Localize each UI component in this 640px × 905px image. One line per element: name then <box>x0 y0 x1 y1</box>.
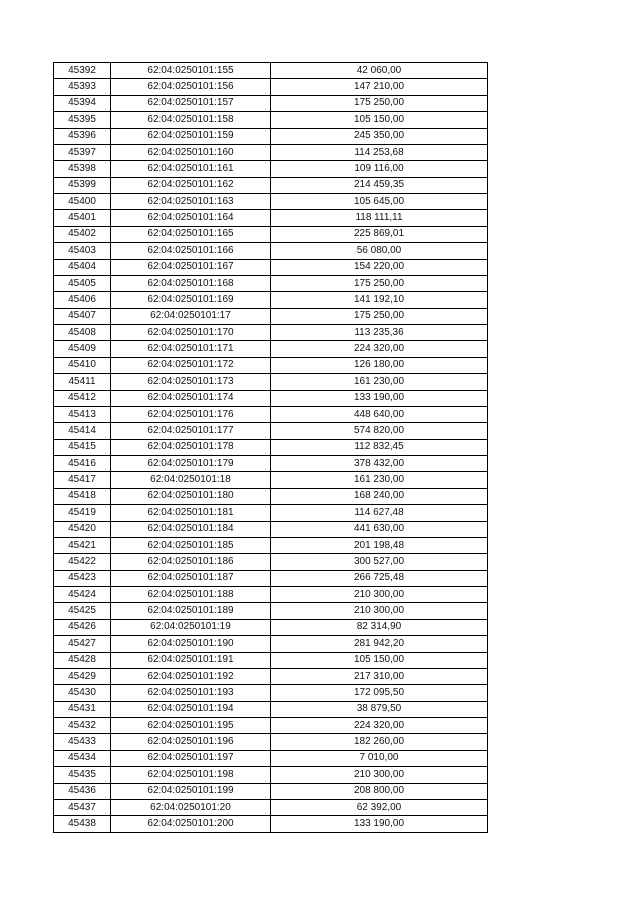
table-row <box>54 423 488 439</box>
table-row <box>54 374 488 390</box>
row-number-cell: 45396 <box>54 128 111 144</box>
cadastral-value-cell: 133 190,00 <box>271 816 488 832</box>
row-number-cell: 45435 <box>54 767 111 783</box>
table-row <box>54 488 488 504</box>
row-number-cell: 45427 <box>54 636 111 652</box>
cadastral-number-cell: 62:04:0250101:19 <box>111 619 271 635</box>
row-number-cell: 45421 <box>54 537 111 553</box>
table-row <box>54 357 488 373</box>
table-row <box>54 226 488 242</box>
table-row <box>54 194 488 210</box>
row-number-cell: 45405 <box>54 275 111 291</box>
cadastral-number-cell: 62:04:0250101:158 <box>111 112 271 128</box>
row-number-cell: 45434 <box>54 750 111 766</box>
table-row <box>54 308 488 324</box>
cadastral-number-cell: 62:04:0250101:198 <box>111 767 271 783</box>
cadastral-value-cell: 172 095,50 <box>271 685 488 701</box>
row-number-cell: 45430 <box>54 685 111 701</box>
row-number-cell: 45400 <box>54 194 111 210</box>
cadastral-value-cell: 105 150,00 <box>271 112 488 128</box>
row-number-cell: 45432 <box>54 718 111 734</box>
cadastral-value-cell: 448 640,00 <box>271 406 488 422</box>
cadastral-number-cell: 62:04:0250101:159 <box>111 128 271 144</box>
row-number-cell: 45416 <box>54 456 111 472</box>
cadastral-number-cell: 62:04:0250101:163 <box>111 194 271 210</box>
cadastral-value-cell: 224 320,00 <box>271 341 488 357</box>
row-number-cell: 45436 <box>54 783 111 799</box>
cadastral-value-cell: 214 459,35 <box>271 177 488 193</box>
row-number-cell: 45408 <box>54 325 111 341</box>
table-row <box>54 243 488 259</box>
row-number-cell: 45426 <box>54 619 111 635</box>
table-row <box>54 95 488 111</box>
table-row <box>54 783 488 799</box>
row-number-cell: 45438 <box>54 816 111 832</box>
cadastral-value-cell: 175 250,00 <box>271 95 488 111</box>
cadastral-number-cell: 62:04:0250101:184 <box>111 521 271 537</box>
row-number-cell: 45410 <box>54 357 111 373</box>
row-number-cell: 45414 <box>54 423 111 439</box>
table-row <box>54 292 488 308</box>
table-row <box>54 177 488 193</box>
cadastral-value-cell: 109 116,00 <box>271 161 488 177</box>
cadastral-number-cell: 62:04:0250101:162 <box>111 177 271 193</box>
table-row <box>54 668 488 684</box>
row-number-cell: 45401 <box>54 210 111 226</box>
cadastral-value-cell: 201 198,48 <box>271 537 488 553</box>
table-row <box>54 210 488 226</box>
cadastral-number-cell: 62:04:0250101:155 <box>111 63 271 79</box>
row-number-cell: 45402 <box>54 226 111 242</box>
cadastral-value-cell: 574 820,00 <box>271 423 488 439</box>
table-row <box>54 406 488 422</box>
row-number-cell: 45409 <box>54 341 111 357</box>
cadastral-number-cell: 62:04:0250101:164 <box>111 210 271 226</box>
row-number-cell: 45394 <box>54 95 111 111</box>
row-number-cell: 45433 <box>54 734 111 750</box>
cadastral-number-cell: 62:04:0250101:200 <box>111 816 271 832</box>
row-number-cell: 45404 <box>54 259 111 275</box>
row-number-cell: 45423 <box>54 570 111 586</box>
table-row <box>54 275 488 291</box>
table-body <box>54 63 488 833</box>
cadastral-number-cell: 62:04:0250101:17 <box>111 308 271 324</box>
cadastral-value-cell: 210 300,00 <box>271 767 488 783</box>
cadastral-number-cell: 62:04:0250101:176 <box>111 406 271 422</box>
row-number-cell: 45413 <box>54 406 111 422</box>
table-row <box>54 799 488 815</box>
row-number-cell: 45399 <box>54 177 111 193</box>
cadastral-value-cell: 62 392,00 <box>271 799 488 815</box>
cadastral-value-cell: 105 150,00 <box>271 652 488 668</box>
row-number-cell: 45417 <box>54 472 111 488</box>
table-row <box>54 456 488 472</box>
table-row <box>54 718 488 734</box>
cadastral-number-cell: 62:04:0250101:168 <box>111 275 271 291</box>
row-number-cell: 45407 <box>54 308 111 324</box>
row-number-cell: 45415 <box>54 439 111 455</box>
table-row <box>54 619 488 635</box>
cadastral-number-cell: 62:04:0250101:177 <box>111 423 271 439</box>
row-number-cell: 45397 <box>54 144 111 160</box>
cadastral-number-cell: 62:04:0250101:166 <box>111 243 271 259</box>
cadastral-value-cell: 224 320,00 <box>271 718 488 734</box>
row-number-cell: 45403 <box>54 243 111 259</box>
table-row <box>54 734 488 750</box>
table-row <box>54 390 488 406</box>
row-number-cell: 45412 <box>54 390 111 406</box>
cadastral-number-cell: 62:04:0250101:172 <box>111 357 271 373</box>
cadastral-number-cell: 62:04:0250101:170 <box>111 325 271 341</box>
cadastral-number-cell: 62:04:0250101:171 <box>111 341 271 357</box>
cadastral-value-cell: 441 630,00 <box>271 521 488 537</box>
table-row <box>54 816 488 832</box>
cadastral-value-cell: 7 010,00 <box>271 750 488 766</box>
cadastral-value-cell: 210 300,00 <box>271 603 488 619</box>
table-row <box>54 63 488 79</box>
table-row <box>54 750 488 766</box>
cadastral-number-cell: 62:04:0250101:167 <box>111 259 271 275</box>
cadastral-value-cell: 281 942,20 <box>271 636 488 652</box>
table-row <box>54 570 488 586</box>
cadastral-value-cell: 161 230,00 <box>271 374 488 390</box>
table-row <box>54 521 488 537</box>
cadastral-value-cell: 168 240,00 <box>271 488 488 504</box>
cadastral-number-cell: 62:04:0250101:197 <box>111 750 271 766</box>
cadastral-value-cell: 114 253,68 <box>271 144 488 160</box>
cadastral-number-cell: 62:04:0250101:191 <box>111 652 271 668</box>
row-number-cell: 45398 <box>54 161 111 177</box>
table-row <box>54 439 488 455</box>
cadastral-number-cell: 62:04:0250101:192 <box>111 668 271 684</box>
cadastral-value-cell: 105 645,00 <box>271 194 488 210</box>
row-number-cell: 45395 <box>54 112 111 128</box>
cadastral-value-cell: 118 111,11 <box>271 210 488 226</box>
table-row <box>54 636 488 652</box>
table-row <box>54 144 488 160</box>
table-row <box>54 259 488 275</box>
row-number-cell: 45392 <box>54 63 111 79</box>
cadastral-value-cell: 114 627,48 <box>271 505 488 521</box>
cadastral-number-cell: 62:04:0250101:189 <box>111 603 271 619</box>
cadastral-number-cell: 62:04:0250101:195 <box>111 718 271 734</box>
cadastral-value-cell: 300 527,00 <box>271 554 488 570</box>
cadastral-value-cell: 210 300,00 <box>271 587 488 603</box>
row-number-cell: 45431 <box>54 701 111 717</box>
cadastral-value-cell: 113 235,36 <box>271 325 488 341</box>
cadastral-value-cell: 175 250,00 <box>271 275 488 291</box>
cadastral-value-cell: 225 869,01 <box>271 226 488 242</box>
row-number-cell: 45406 <box>54 292 111 308</box>
cadastral-number-cell: 62:04:0250101:173 <box>111 374 271 390</box>
table-row <box>54 652 488 668</box>
cadastral-value-cell: 42 060,00 <box>271 63 488 79</box>
cadastral-value-cell: 112 832,45 <box>271 439 488 455</box>
row-number-cell: 45411 <box>54 374 111 390</box>
table-row <box>54 603 488 619</box>
table-row <box>54 325 488 341</box>
table-row <box>54 472 488 488</box>
row-number-cell: 45424 <box>54 587 111 603</box>
table-row <box>54 554 488 570</box>
table-row <box>54 112 488 128</box>
cadastral-number-cell: 62:04:0250101:188 <box>111 587 271 603</box>
cadastral-value-cell: 175 250,00 <box>271 308 488 324</box>
table-row <box>54 505 488 521</box>
cadastral-value-table <box>53 62 488 833</box>
cadastral-number-cell: 62:04:0250101:160 <box>111 144 271 160</box>
cadastral-value-cell: 217 310,00 <box>271 668 488 684</box>
cadastral-value-cell: 266 725,48 <box>271 570 488 586</box>
cadastral-value-cell: 82 314,90 <box>271 619 488 635</box>
row-number-cell: 45428 <box>54 652 111 668</box>
cadastral-value-cell: 208 800,00 <box>271 783 488 799</box>
table-row <box>54 341 488 357</box>
cadastral-number-cell: 62:04:0250101:179 <box>111 456 271 472</box>
cadastral-number-cell: 62:04:0250101:165 <box>111 226 271 242</box>
row-number-cell: 45425 <box>54 603 111 619</box>
cadastral-value-cell: 56 080,00 <box>271 243 488 259</box>
cadastral-number-cell: 62:04:0250101:178 <box>111 439 271 455</box>
table-row <box>54 79 488 95</box>
cadastral-number-cell: 62:04:0250101:185 <box>111 537 271 553</box>
cadastral-number-cell: 62:04:0250101:186 <box>111 554 271 570</box>
cadastral-value-cell: 154 220,00 <box>271 259 488 275</box>
cadastral-number-cell: 62:04:0250101:161 <box>111 161 271 177</box>
cadastral-value-cell: 147 210,00 <box>271 79 488 95</box>
table-row <box>54 587 488 603</box>
row-number-cell: 45420 <box>54 521 111 537</box>
row-number-cell: 45419 <box>54 505 111 521</box>
table-row <box>54 701 488 717</box>
cadastral-number-cell: 62:04:0250101:196 <box>111 734 271 750</box>
cadastral-number-cell: 62:04:0250101:157 <box>111 95 271 111</box>
cadastral-value-cell: 378 432,00 <box>271 456 488 472</box>
cadastral-number-cell: 62:04:0250101:193 <box>111 685 271 701</box>
table-row <box>54 128 488 144</box>
cadastral-value-cell: 161 230,00 <box>271 472 488 488</box>
cadastral-value-cell: 133 190,00 <box>271 390 488 406</box>
cadastral-number-cell: 62:04:0250101:180 <box>111 488 271 504</box>
table-row <box>54 767 488 783</box>
cadastral-number-cell: 62:04:0250101:194 <box>111 701 271 717</box>
row-number-cell: 45422 <box>54 554 111 570</box>
table-row <box>54 161 488 177</box>
cadastral-number-cell: 62:04:0250101:199 <box>111 783 271 799</box>
row-number-cell: 45418 <box>54 488 111 504</box>
cadastral-value-cell: 38 879,50 <box>271 701 488 717</box>
cadastral-number-cell: 62:04:0250101:169 <box>111 292 271 308</box>
table-row <box>54 537 488 553</box>
row-number-cell: 45393 <box>54 79 111 95</box>
cadastral-number-cell: 62:04:0250101:187 <box>111 570 271 586</box>
cadastral-number-cell: 62:04:0250101:181 <box>111 505 271 521</box>
cadastral-number-cell: 62:04:0250101:174 <box>111 390 271 406</box>
cadastral-number-cell: 62:04:0250101:156 <box>111 79 271 95</box>
cadastral-number-cell: 62:04:0250101:20 <box>111 799 271 815</box>
row-number-cell: 45429 <box>54 668 111 684</box>
cadastral-value-cell: 245 350,00 <box>271 128 488 144</box>
cadastral-value-cell: 141 192,10 <box>271 292 488 308</box>
row-number-cell: 45437 <box>54 799 111 815</box>
cadastral-number-cell: 62:04:0250101:190 <box>111 636 271 652</box>
cadastral-value-cell: 182 260,00 <box>271 734 488 750</box>
table-row <box>54 685 488 701</box>
cadastral-value-cell: 126 180,00 <box>271 357 488 373</box>
cadastral-number-cell: 62:04:0250101:18 <box>111 472 271 488</box>
